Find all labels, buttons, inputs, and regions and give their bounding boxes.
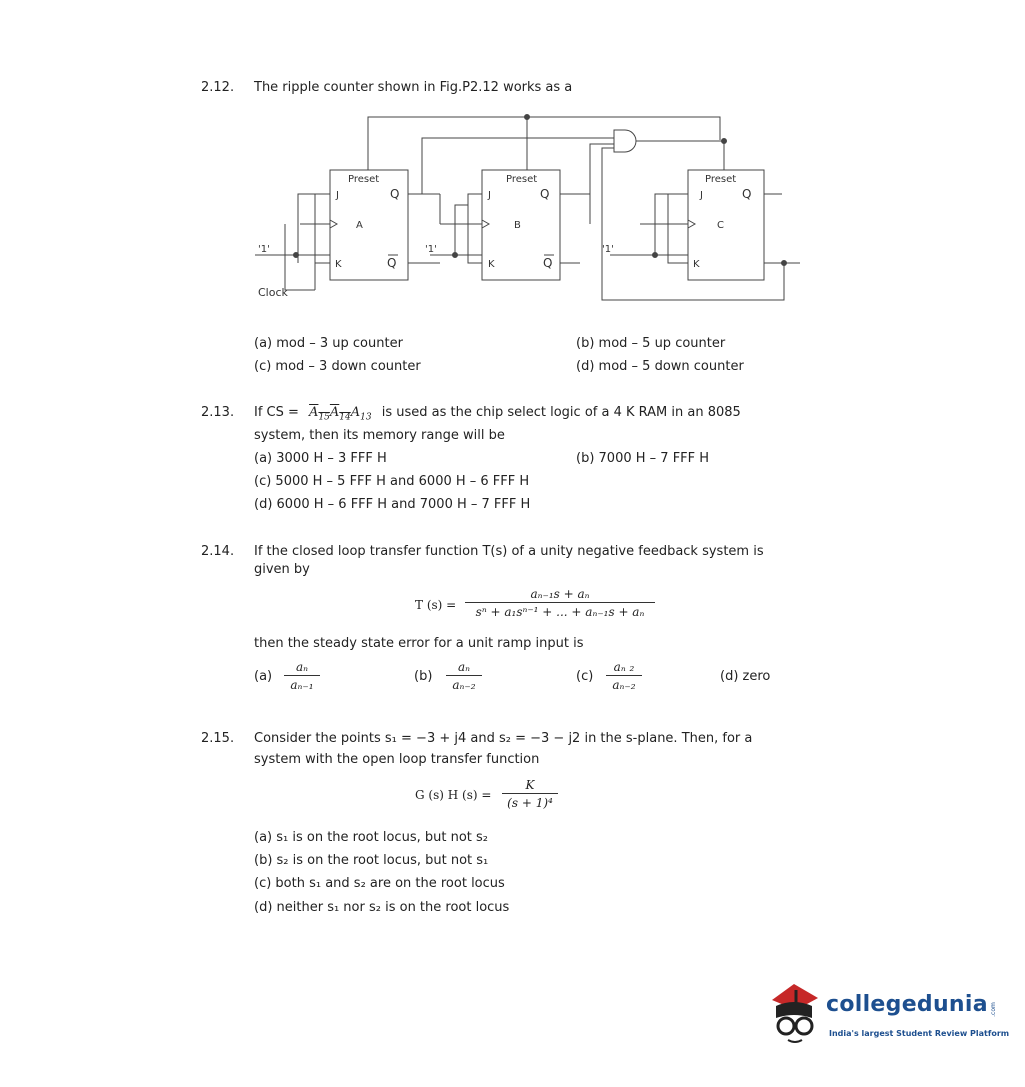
question-stem-2-13: [254, 405, 741, 423]
option-2-15-b: (b) s₂ is on the root locus, but not s₁: [254, 853, 489, 868]
question-stem-2-14-line3: then the steady state error for a unit ramp input is: [254, 636, 584, 651]
option-2-14-b-label: (b): [414, 669, 433, 684]
cs-label: If CS =: [254, 405, 299, 420]
option-2-15-c: (c) both s₁ and s₂ are on the root locus: [254, 876, 505, 891]
option-2-13-d: (d) 6000 H – 6 FFF H and 7000 H – 7 FFF H: [254, 497, 531, 512]
option-2-15-a: (a) s₁ is on the root locus, but not s₂: [254, 830, 488, 845]
address-a15: $A_{15}$: [309, 405, 330, 423]
ripple-counter-circuit: [0, 100, 1025, 423]
ff-b-j-label: J: [488, 190, 491, 201]
question-number-2-12: 2.12.: [201, 80, 235, 95]
ff-a-q-label: Q: [390, 187, 400, 201]
question-number-2-15: 2.15.: [201, 731, 235, 746]
ff-a-preset-label: Preset: [348, 174, 380, 185]
stem-2-13-rest: is used as the chip select logic of a 4 K RAM in an 8085: [381, 405, 741, 420]
question-number-2-13: 2.13.: [201, 405, 235, 420]
ff-b-q-label: Q: [540, 187, 550, 201]
option-2-12-c: (c) mod – 3 down counter: [254, 359, 421, 374]
question-stem-2-14-line2: given by: [254, 562, 310, 577]
collegedunia-logo-com: .com: [989, 1002, 997, 1017]
ff-b-preset-label: Preset: [506, 174, 538, 185]
ff-c-q-label: Q: [742, 187, 752, 201]
option-2-12-b: (b) mod – 5 up counter: [576, 336, 726, 351]
ff-c-name: C: [717, 220, 724, 231]
ff-a-j-label: J: [336, 190, 339, 201]
ff-c-preset-label: Preset: [705, 174, 737, 185]
option-2-14-c-label: (c): [576, 669, 594, 684]
option-2-14-a-fraction: $\frac{\text{aₙ}}{\text{aₙ₋₁}}$: [284, 660, 320, 692]
collegedunia-mascot-icon: [766, 978, 822, 1048]
option-2-14-a-label: (a): [254, 669, 273, 684]
ff-b-qbar-label: Q: [543, 256, 553, 270]
option-2-13-c: (c) 5000 H – 5 FFF H and 6000 H – 6 FFF H: [254, 474, 530, 489]
collegedunia-tagline: India's largest Student Review Platform: [829, 1029, 1010, 1038]
option-2-14-c-fraction: $\frac{\text{aₙ ₂}}{\text{aₙ₋₂}}$: [606, 660, 642, 692]
clock-label: Clock: [258, 286, 288, 299]
transfer-function-denominator: sⁿ + a₁sⁿ⁻¹ + ... + aₙ₋₁s + aₙ: [475, 605, 645, 619]
open-loop-tf-fraction: [502, 778, 558, 810]
question-stem-2-13-line2: system, then its memory range will be: [254, 428, 505, 443]
transfer-function-lhs: T (s) =: [415, 598, 457, 612]
open-loop-tf-denominator: (s + 1)⁴: [507, 796, 553, 810]
question-stem-2-12: The ripple counter shown in Fig.P2.12 works as a: [254, 80, 573, 95]
option-2-14-b-fraction: $\frac{\text{aₙ}}{\text{aₙ₋₂}}$: [446, 660, 482, 692]
logic-one-c: '1': [602, 244, 614, 255]
collegedunia-logo-text: collegedunia: [826, 992, 988, 1017]
option-2-12-d: (d) mod – 5 down counter: [576, 359, 744, 374]
ff-a-qbar-label: Q: [387, 256, 397, 270]
question-number-2-14: 2.14.: [201, 544, 235, 559]
logic-one-b: '1': [425, 244, 437, 255]
option-2-13-b: (b) 7000 H – 7 FFF H: [576, 451, 710, 466]
ff-a-name: A: [356, 220, 363, 231]
ff-b-name: B: [514, 220, 521, 231]
open-loop-tf-lhs: G (s) H (s) =: [415, 788, 492, 802]
ff-a-k-label: K: [335, 259, 342, 270]
question-stem-2-15-line2: system with the open loop transfer function: [254, 752, 540, 767]
open-loop-tf-numerator: K: [502, 778, 558, 794]
ff-c-j-label: J: [700, 190, 703, 201]
option-2-14-d: (d) zero: [720, 669, 771, 684]
logic-one-a: '1': [258, 244, 270, 255]
transfer-function-numerator: aₙ₋₁s + aₙ: [465, 587, 655, 603]
option-2-12-a: (a) mod – 3 up counter: [254, 336, 403, 351]
question-stem-2-15: Consider the points s₁ = −3 + j4 and s₂ = −3 − j2 in the s-plane. Then, for a: [254, 731, 753, 746]
transfer-function-fraction: [465, 587, 655, 619]
ff-c-k-label: K: [693, 259, 700, 270]
option-2-13-a: (a) 3000 H – 3 FFF H: [254, 451, 387, 466]
option-2-15-d: (d) neither s₁ nor s₂ is on the root locus: [254, 900, 510, 915]
ff-b-k-label: K: [488, 259, 495, 270]
question-stem-2-14: If the closed loop transfer function T(s) of a unity negative feedback system is: [254, 544, 764, 559]
address-a13: $A_{13}$: [350, 405, 372, 423]
address-a14: $A_{14}$: [329, 405, 351, 423]
